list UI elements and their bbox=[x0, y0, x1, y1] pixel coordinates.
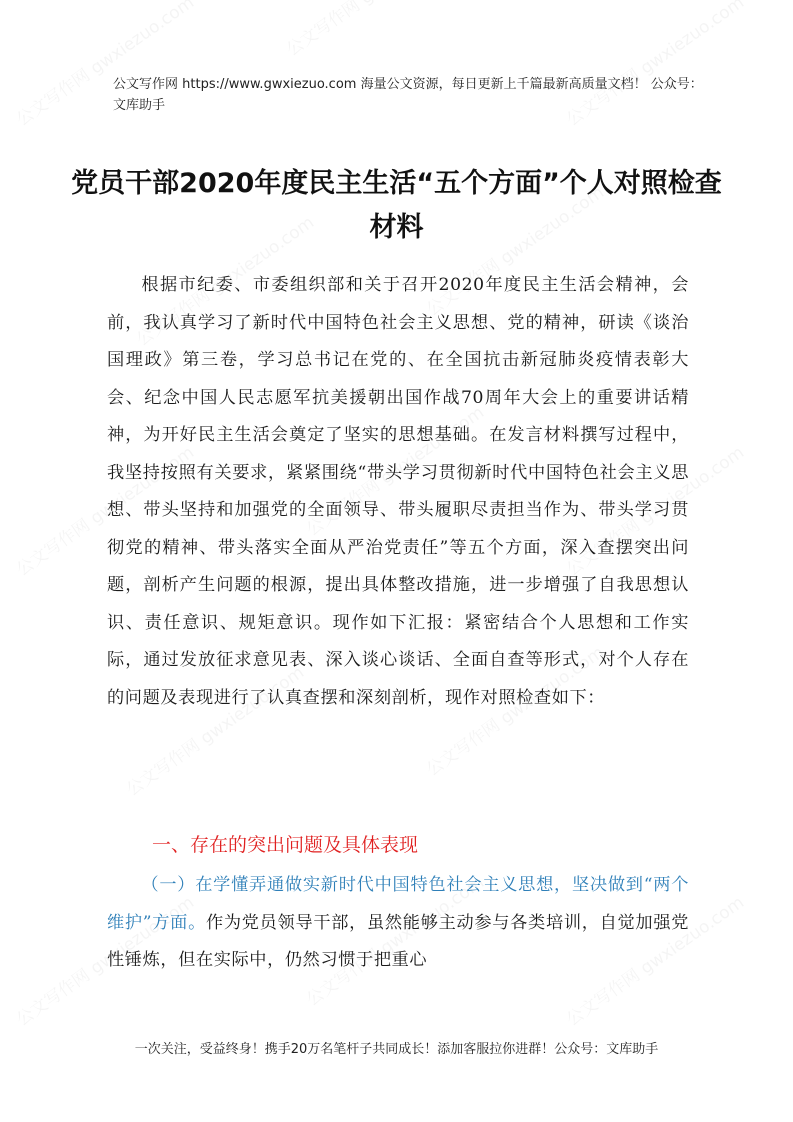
intro-paragraph: 根据市纪委、市委组织部和关于召开2020年度民主生活会精神，会前，我认真学习了新时代中国特色社会主义思想、党的精神，研读《谈治国理政》第三卷，学习总书记在党的、在全国抗击新冠肺炎疫情表彰大会、纪念中国人民志愿军抗美援朝出国作战70周年大会上的重要讲话精神，为开好民主生活会奠定了坚实的思想基础。在发言材料撰写过程中，我坚持按照有关要求，紧紧围绕“带头学习贯彻新时代中国特色社会主义思想、带头坚持和加强党的全面领导、带头履职尽责担当作为、带头学习贯彻党的精神、带头落实全面从严治党责任”等五个方面，深入查摆突出问题，剖析产生问题的根源，提出具体整改措施，进一步增强了自我思想认识、责任意识、规矩意识。现作如下汇报：紧密结合个人思想和工作实际，通过发放征求意见表、深入谈心谈话、全面自查等形式，对个人存在的问题及表现进行了认真查摆和深刻剖析，现作对照检查如下： bbox=[107, 275, 689, 708]
document-title: 党员干部2020年度民主生活“五个方面”个人对照检查材料 bbox=[71, 168, 722, 243]
page-footer: 一次关注，受益终身！携手20万名笔杆子共同成长！添加客服拉你进群！公众号：文库助手 bbox=[134, 1042, 659, 1057]
section-heading: 一、存在的突出问题及具体表现 bbox=[152, 834, 419, 856]
page-header: 公文写作网 https://www.gwxiezuo.com 海量公文资源，每日更新上千篇最新高质量文档！ 公众号：文库助手 bbox=[113, 77, 703, 113]
watermark-text bbox=[280, 0, 468, 60]
subsection-text: 作为党员领导干部，虽然能够主动参与各类培训，自觉加强党性锤炼，但在实际中，仍然习惯于把重心 bbox=[107, 912, 690, 970]
subsection-paragraph bbox=[107, 867, 689, 980]
subsection-title: （一）在学懂弄通做实新时代中国特色社会主义思想，坚决做到“两个维护”方面。 bbox=[107, 875, 689, 933]
